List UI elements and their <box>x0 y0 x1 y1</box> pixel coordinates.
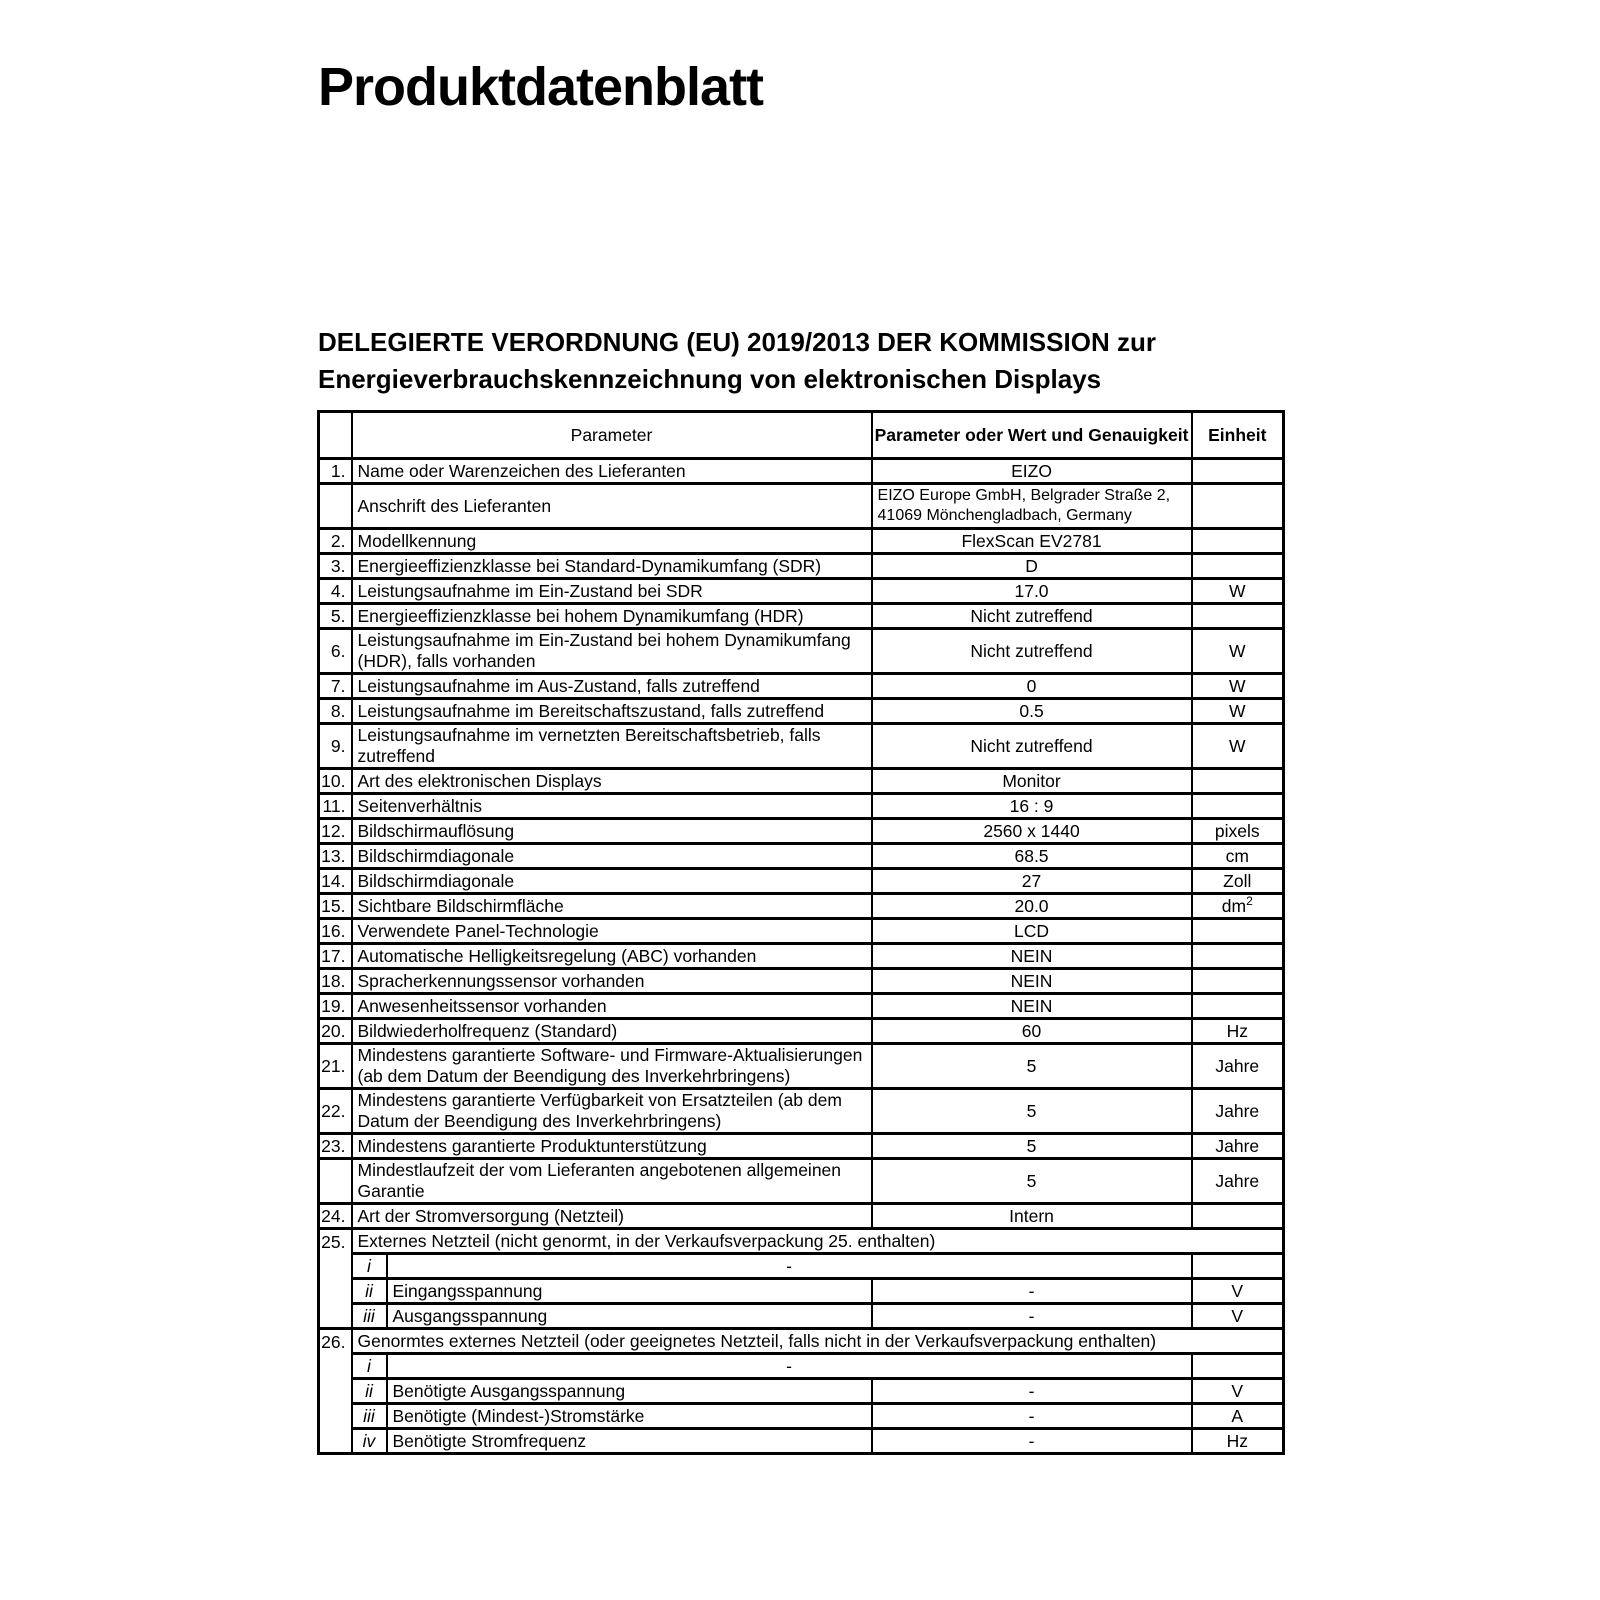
unit-cell: V <box>1192 1279 1284 1304</box>
param-cell: Benötigte Ausgangsspannung <box>387 1379 872 1404</box>
unit-cell: Hz <box>1192 1019 1284 1044</box>
sub-index: ii <box>352 1279 387 1304</box>
table-row <box>319 769 1284 794</box>
value-cell: 5 <box>872 1044 1192 1089</box>
param-cell: Seitenverhältnis <box>352 794 872 819</box>
table-row <box>319 1404 1284 1429</box>
unit-cell <box>1192 994 1284 1019</box>
value-cell: EIZO Europe GmbH, Belgrader Straße 2, 41069 Mönchengladbach, Germany <box>872 484 1192 529</box>
unit-cell <box>1192 1354 1284 1379</box>
unit-cell: W <box>1192 699 1284 724</box>
param-cell: Ausgangsspannung <box>387 1304 872 1329</box>
param-cell: Verwendete Panel-Technologie <box>352 919 872 944</box>
value-cell: 5 <box>872 1089 1192 1134</box>
table-row <box>319 1379 1284 1404</box>
table-row <box>319 1134 1284 1159</box>
header-number-cell <box>319 412 352 459</box>
value-cell: EIZO <box>872 459 1192 484</box>
param-cell: Art der Stromversorgung (Netzteil) <box>352 1204 872 1229</box>
spec-table <box>317 410 1285 1455</box>
page-title: Produktdatenblatt <box>318 57 764 117</box>
unit-cell: Jahre <box>1192 1044 1284 1089</box>
value-cell: 27 <box>872 869 1192 894</box>
spec-table-body <box>319 459 1284 1454</box>
value-cell: D <box>872 554 1192 579</box>
value-cell: 60 <box>872 1019 1192 1044</box>
table-row <box>319 819 1284 844</box>
row-number: 20. <box>319 1019 352 1044</box>
value-cell: NEIN <box>872 944 1192 969</box>
table-row <box>319 529 1284 554</box>
param-cell: Anwesenheitssensor vorhanden <box>352 994 872 1019</box>
regulation-subtitle-line1: DELEGIERTE VERORDNUNG (EU) 2019/2013 DER KOMMISSION zur <box>318 327 1156 357</box>
row-number <box>319 484 352 529</box>
table-row <box>319 459 1284 484</box>
value-cell: - <box>387 1254 1192 1279</box>
unit-cell <box>1192 1204 1284 1229</box>
unit-cell: pixels <box>1192 819 1284 844</box>
value-cell: LCD <box>872 919 1192 944</box>
row-number: 7. <box>319 674 352 699</box>
table-row <box>319 724 1284 769</box>
value-cell: 5 <box>872 1159 1192 1204</box>
unit-cell: W <box>1192 629 1284 674</box>
value-cell: - <box>872 1304 1192 1329</box>
unit-cell: W <box>1192 724 1284 769</box>
unit-cell: A <box>1192 1404 1284 1429</box>
value-cell: Monitor <box>872 769 1192 794</box>
param-cell: Bildschirmdiagonale <box>352 869 872 894</box>
unit-cell <box>1192 919 1284 944</box>
table-row <box>319 969 1284 994</box>
unit-cell <box>1192 604 1284 629</box>
unit-cell: Jahre <box>1192 1159 1284 1204</box>
row-number: 17. <box>319 944 352 969</box>
sub-index: i <box>352 1354 387 1379</box>
row-number: 23. <box>319 1134 352 1159</box>
header-parameter: Parameter <box>352 412 872 459</box>
table-row <box>319 484 1284 529</box>
param-cell: Art des elektronischen Displays <box>352 769 872 794</box>
table-row <box>319 1089 1284 1134</box>
table-row <box>319 869 1284 894</box>
unit-cell: cm <box>1192 844 1284 869</box>
param-cell: Mindestlaufzeit der vom Lieferanten angebotenen allgemeinen Garantie <box>352 1159 872 1204</box>
value-cell: NEIN <box>872 994 1192 1019</box>
param-cell: Name oder Warenzeichen des Lieferanten <box>352 459 872 484</box>
param-cell: Eingangsspannung <box>387 1279 872 1304</box>
value-cell: - <box>872 1279 1192 1304</box>
unit-cell: Jahre <box>1192 1134 1284 1159</box>
unit-cell: V <box>1192 1379 1284 1404</box>
row-number <box>319 1159 352 1204</box>
table-row <box>319 1354 1284 1379</box>
param-cell: Sichtbare Bildschirmfläche <box>352 894 872 919</box>
table-row <box>319 844 1284 869</box>
table-row <box>319 1159 1284 1204</box>
row-number: 5. <box>319 604 352 629</box>
table-row <box>319 1279 1284 1304</box>
row-number: 6. <box>319 629 352 674</box>
unit-cell <box>1192 554 1284 579</box>
param-cell: Bildschirmdiagonale <box>352 844 872 869</box>
param-cell: Mindestens garantierte Verfügbarkeit von Ersatzteilen (ab dem Datum der Beendigung des Inverkehrbringens) <box>352 1089 872 1134</box>
param-cell: Benötigte (Mindest-)Stromstärke <box>387 1404 872 1429</box>
value-cell: Nicht zutreffend <box>872 724 1192 769</box>
unit-cell: $dm^2$ <box>1192 894 1284 919</box>
row-number: 13. <box>319 844 352 869</box>
table-row <box>319 554 1284 579</box>
unit-cell <box>1192 769 1284 794</box>
value-cell: 5 <box>872 1134 1192 1159</box>
sub-index: ii <box>352 1379 387 1404</box>
param-cell: Benötigte Stromfrequenz <box>387 1429 872 1454</box>
row-number: 12. <box>319 819 352 844</box>
param-cell: Leistungsaufnahme im Aus-Zustand, falls zutreffend <box>352 674 872 699</box>
unit-cell <box>1192 794 1284 819</box>
row-number: 11. <box>319 794 352 819</box>
unit-cell: Hz <box>1192 1429 1284 1454</box>
row-number: 14. <box>319 869 352 894</box>
unit-cell: Zoll <box>1192 869 1284 894</box>
value-cell: 17.0 <box>872 579 1192 604</box>
table-row <box>319 629 1284 674</box>
table-row <box>319 579 1284 604</box>
table-row <box>319 994 1284 1019</box>
row-number: 25. <box>319 1229 352 1329</box>
param-cell: Energieeffizienzklasse bei Standard-Dynamikumfang (SDR) <box>352 554 872 579</box>
param-cell: Modellkennung <box>352 529 872 554</box>
row-number: 18. <box>319 969 352 994</box>
unit-cell: W <box>1192 674 1284 699</box>
value-cell: Nicht zutreffend <box>872 604 1192 629</box>
row-number: 9. <box>319 724 352 769</box>
row-number: 1. <box>319 459 352 484</box>
unit-cell <box>1192 944 1284 969</box>
value-cell: - <box>872 1404 1192 1429</box>
param-cell: Leistungsaufnahme im Ein-Zustand bei hohem Dynamikumfang (HDR), falls vorhanden <box>352 629 872 674</box>
value-cell: 16 : 9 <box>872 794 1192 819</box>
param-cell: Externes Netzteil (nicht genormt, in der Verkaufsverpackung 25. enthalten) <box>352 1229 1284 1254</box>
param-cell: Automatische Helligkeitsregelung (ABC) vorhanden <box>352 944 872 969</box>
value-cell: FlexScan EV2781 <box>872 529 1192 554</box>
table-row <box>319 944 1284 969</box>
param-cell: Leistungsaufnahme im Ein-Zustand bei SDR <box>352 579 872 604</box>
unit-cell: W <box>1192 579 1284 604</box>
value-cell: 0.5 <box>872 699 1192 724</box>
param-cell: Genormtes externes Netzteil (oder geeignetes Netzteil, falls nicht in der Verkaufsverpackung enthalten) <box>352 1329 1284 1354</box>
row-number: 8. <box>319 699 352 724</box>
row-number: 26. <box>319 1329 352 1454</box>
unit-cell <box>1192 1254 1284 1279</box>
row-number: 22. <box>319 1089 352 1134</box>
header-value: Parameter oder Wert und Genauigkeit <box>872 412 1192 459</box>
sub-index: iii <box>352 1404 387 1429</box>
param-cell: Energieeffizienzklasse bei hohem Dynamikumfang (HDR) <box>352 604 872 629</box>
sub-index: iv <box>352 1429 387 1454</box>
unit-cell <box>1192 529 1284 554</box>
row-number: 2. <box>319 529 352 554</box>
unit-cell: V <box>1192 1304 1284 1329</box>
value-cell: NEIN <box>872 969 1192 994</box>
unit-cell <box>1192 459 1284 484</box>
value-cell: 68.5 <box>872 844 1192 869</box>
table-row <box>319 1329 1284 1354</box>
value-cell: 20.0 <box>872 894 1192 919</box>
param-cell: Spracherkennungssensor vorhanden <box>352 969 872 994</box>
row-number: 16. <box>319 919 352 944</box>
table-row <box>319 1204 1284 1229</box>
row-number: 3. <box>319 554 352 579</box>
param-cell: Mindestens garantierte Produktunterstützung <box>352 1134 872 1159</box>
value-cell: Intern <box>872 1204 1192 1229</box>
table-row <box>319 1019 1284 1044</box>
table-row <box>319 794 1284 819</box>
table-row <box>319 919 1284 944</box>
table-row <box>319 699 1284 724</box>
table-row <box>319 1429 1284 1454</box>
param-cell: Bildschirmauflösung <box>352 819 872 844</box>
unit-cell <box>1192 484 1284 529</box>
unit-cell: Jahre <box>1192 1089 1284 1134</box>
param-cell: Anschrift des Lieferanten <box>352 484 872 529</box>
param-cell: Bildwiederholfrequenz (Standard) <box>352 1019 872 1044</box>
table-row <box>319 894 1284 919</box>
param-cell: Mindestens garantierte Software- und Firmware-Aktualisierungen (ab dem Datum der Beendigung des Inverkehrbringens) <box>352 1044 872 1089</box>
row-number: 24. <box>319 1204 352 1229</box>
regulation-subtitle-line2: Energieverbrauchskennzeichnung von elektronischen Displays <box>318 364 1102 394</box>
table-header-row <box>319 412 1284 459</box>
param-cell: Leistungsaufnahme im vernetzten Bereitschaftsbetrieb, falls zutreffend <box>352 724 872 769</box>
value-cell: - <box>387 1354 1192 1379</box>
value-cell: Nicht zutreffend <box>872 629 1192 674</box>
param-cell: Leistungsaufnahme im Bereitschaftszustand, falls zutreffend <box>352 699 872 724</box>
value-cell: - <box>872 1379 1192 1404</box>
value-cell: 2560 x 1440 <box>872 819 1192 844</box>
row-number: 4. <box>319 579 352 604</box>
table-row <box>319 674 1284 699</box>
table-row <box>319 1044 1284 1089</box>
unit-cell <box>1192 969 1284 994</box>
sub-index: iii <box>352 1304 387 1329</box>
row-number: 19. <box>319 994 352 1019</box>
value-cell: 0 <box>872 674 1192 699</box>
table-row <box>319 1304 1284 1329</box>
table-row <box>319 604 1284 629</box>
value-cell: - <box>872 1429 1192 1454</box>
header-unit: Einheit <box>1192 412 1284 459</box>
row-number: 21. <box>319 1044 352 1089</box>
table-row <box>319 1254 1284 1279</box>
sub-index: i <box>352 1254 387 1279</box>
regulation-subtitle <box>318 324 1258 398</box>
table-row <box>319 1229 1284 1254</box>
row-number: 10. <box>319 769 352 794</box>
row-number: 15. <box>319 894 352 919</box>
